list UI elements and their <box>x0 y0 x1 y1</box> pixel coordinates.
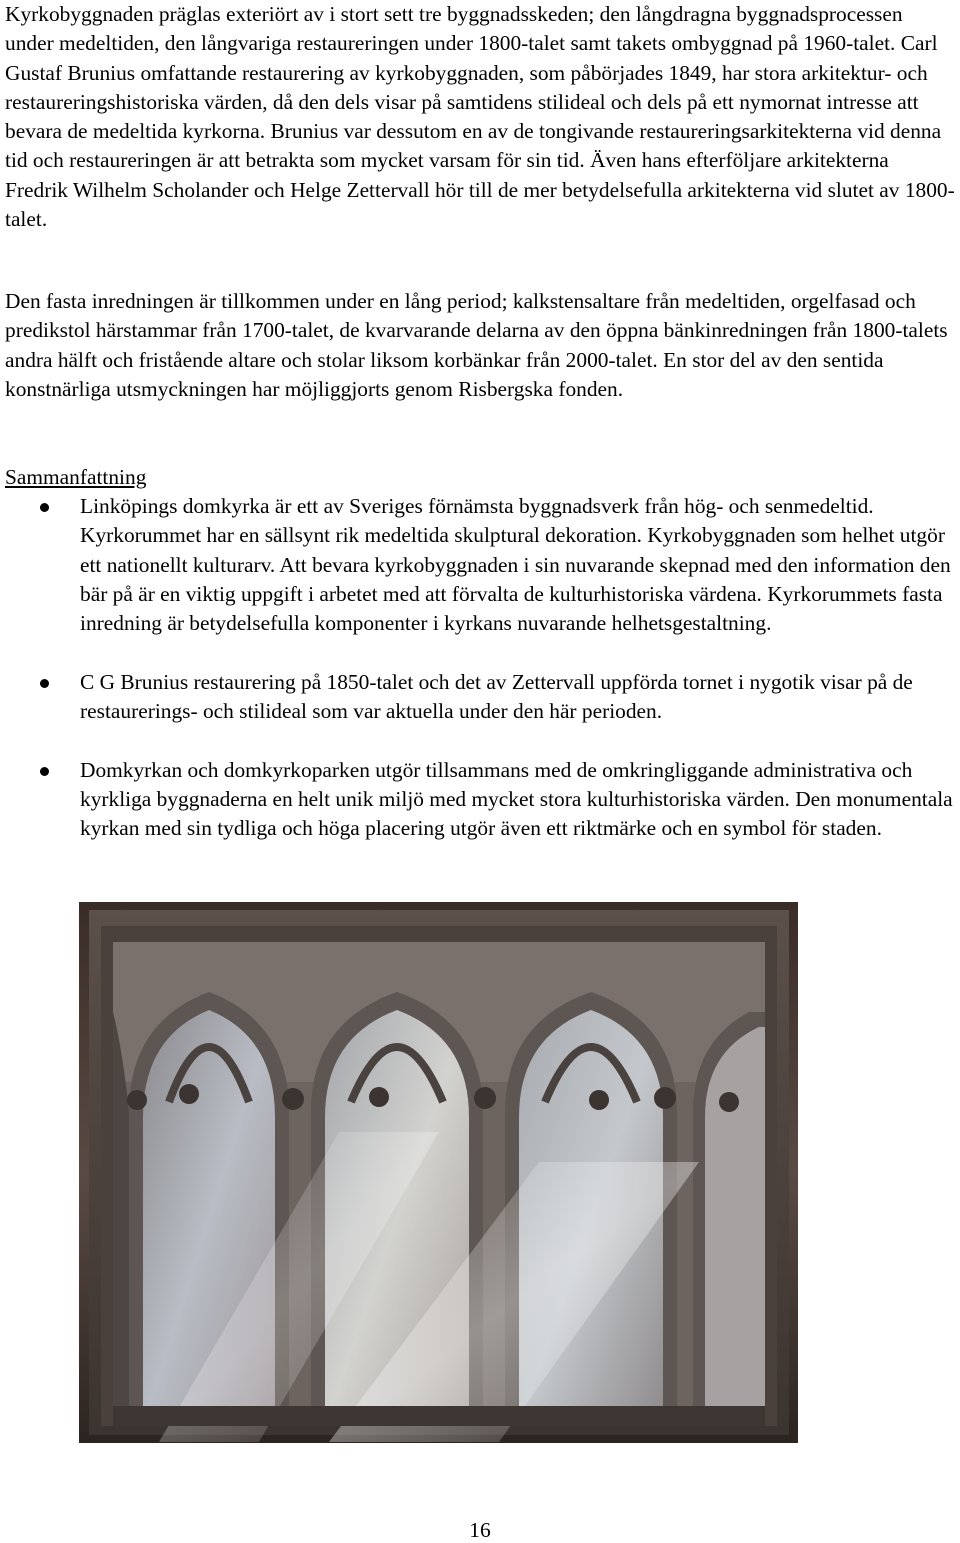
page-number: 16 <box>469 1518 491 1542</box>
summary-item-2 <box>0 668 960 727</box>
summary-list <box>0 492 960 844</box>
bullet-icon <box>40 503 49 512</box>
body-paragraph-1: Kyrkobyggnaden präglas exteriört av i stort sett tre byggnadsskeden; den långdragna byggnadsprocessen under medeltiden, den långvariga restaureringen under 1800-talet samt takets ombyggnad på 1960-talet. Carl Gustaf Brunius omfattande restaurering av kyrkobyggnaden, som påbörjades 1849, har stora arkitektur- och restaureringshistoriska värden, då den dels visar på samtidens stilideal och dels på ett nymornat intresse att bevara de medeltida kyrkorna. Brunius var dessutom en av de tongivande restaureringsarkitekterna vid denna tid och restaureringen är att betrakta som mycket varsam för sin tid. Även hans efterföljare arkitekterna Fredrik Wilhelm Scholander och Helge Zettervall hör till de mer betydelsefulla arkitekterna vid slutet av 1800-talet. <box>5 2 955 232</box>
gothic-arcade-photo <box>79 902 798 1443</box>
summary-item-1 <box>0 492 960 638</box>
body-paragraph-2: Den fasta inredningen är tillkommen under en lång period; kalkstensaltare från medeltiden, orgelfasad och predikstol härstammar från 1700-talet, de kvarvarande delarna av den öppna bänkinredningen från 1800-talets andra hälft och fristående altare och stolar liksom korbänkar från 2000-talet. En stor del av den sentida konstnärliga utsmyckningen har möjliggjorts genom Risbergska fonden. <box>5 289 948 401</box>
bullet-icon <box>40 679 49 688</box>
summary-item-text: Linköpings domkyrka är ett av Sveriges förnämsta byggnadsverk från hög- och senmedeltid. Kyrkorummet har en sällsynt rik medeltida skulptural dekoration. Kyrkobyggnaden som helhet utgör ett nationellt kulturarv. Att bevara kyrkobyggnaden i sin nuvarande skepnad med den information den bär på är en viktig uppgift i arbetet med att förvalta de kulturhistoriska värdena. Kyrkorummets fasta inredning är betydelsefulla komponenter i kyrkans nuvarande helhetsgestaltning. <box>80 494 951 636</box>
summary-item-3 <box>0 756 960 844</box>
summary-item-text: C G Brunius restaurering på 1850-talet och det av Zettervall uppförda tornet i nygotik visar på de restaurerings- och stilideal som var aktuella under den här perioden. <box>80 669 913 724</box>
bullet-icon <box>40 767 49 776</box>
summary-item-text: Domkyrkan och domkyrkoparken utgör tillsammans med de omkringliggande administrativa och kyrkliga byggnaderna en helt unik miljö med mycket stora kulturhistoriska värden. Den monumentala kyrkan med sin tydliga och höga placering utgör även ett riktmärke och en symbol för staden. <box>80 757 953 841</box>
summary-heading: Sammanfattning <box>5 465 147 489</box>
